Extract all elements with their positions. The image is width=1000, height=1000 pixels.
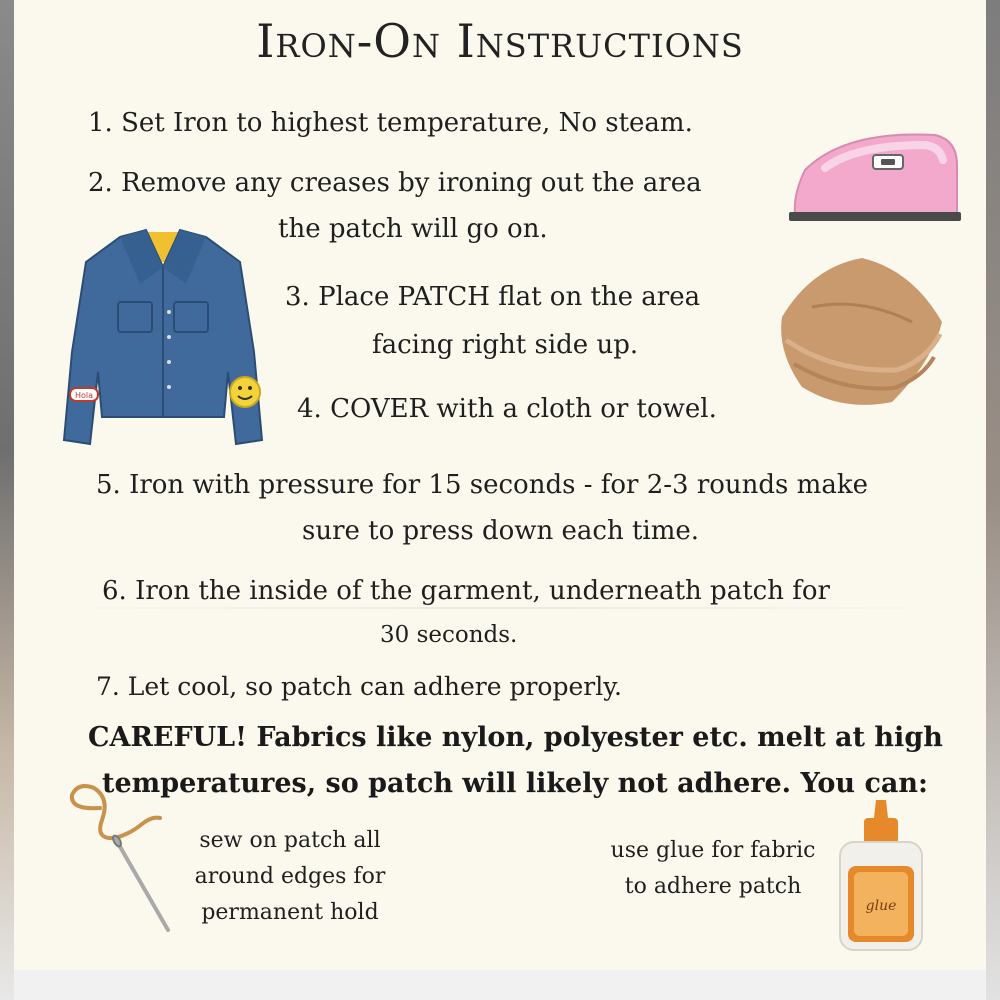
step-5-line-2: sure to press down each time. xyxy=(302,516,700,546)
step-2-line-2: the patch will go on. xyxy=(278,214,548,244)
step-7: 7. Let cool, so patch can adhere properly. xyxy=(96,672,622,701)
step-2-line-1: 2. Remove any creases by ironing out the area xyxy=(88,168,702,198)
glue-option-text: use glue for fabric to adhere patch xyxy=(610,838,816,899)
jacket-patch-text: Hola xyxy=(74,391,94,400)
step-1: 1. Set Iron to highest temperature, No steam. xyxy=(88,108,693,138)
step-6-line-1: 6. Iron the inside of the garment, underneath patch for xyxy=(102,576,830,606)
divider xyxy=(14,607,986,609)
glue-label-text: glue xyxy=(865,898,897,914)
screen-edge-right xyxy=(986,0,1000,1000)
warning-line-2: temperatures, so patch will likely not adhere. You can: xyxy=(102,768,928,799)
towel-icon xyxy=(772,252,952,422)
needle-thread-icon xyxy=(60,780,180,940)
iron-icon xyxy=(785,120,965,225)
step-6-line-2: 30 seconds. xyxy=(380,622,518,648)
step-3-line-1: 3. Place PATCH flat on the area xyxy=(285,282,701,312)
step-3-line-2: facing right side up. xyxy=(372,330,639,360)
screen-edge-left xyxy=(0,0,14,1000)
denim-jacket-icon xyxy=(58,222,268,450)
glue-bottle-icon xyxy=(836,798,926,953)
page-title: Iron-On Instructions xyxy=(256,14,744,68)
warning-line-1: CAREFUL! Fabrics like nylon, polyester etc. melt at high xyxy=(88,722,943,753)
sew-option-text: sew on patch all around edges for permanent hold xyxy=(194,828,386,925)
step-4: 4. COVER with a cloth or towel. xyxy=(297,394,717,424)
step-5-line-1: 5. Iron with pressure for 15 seconds - for 2-3 rounds make xyxy=(96,470,868,500)
bottom-strip xyxy=(14,970,986,1000)
